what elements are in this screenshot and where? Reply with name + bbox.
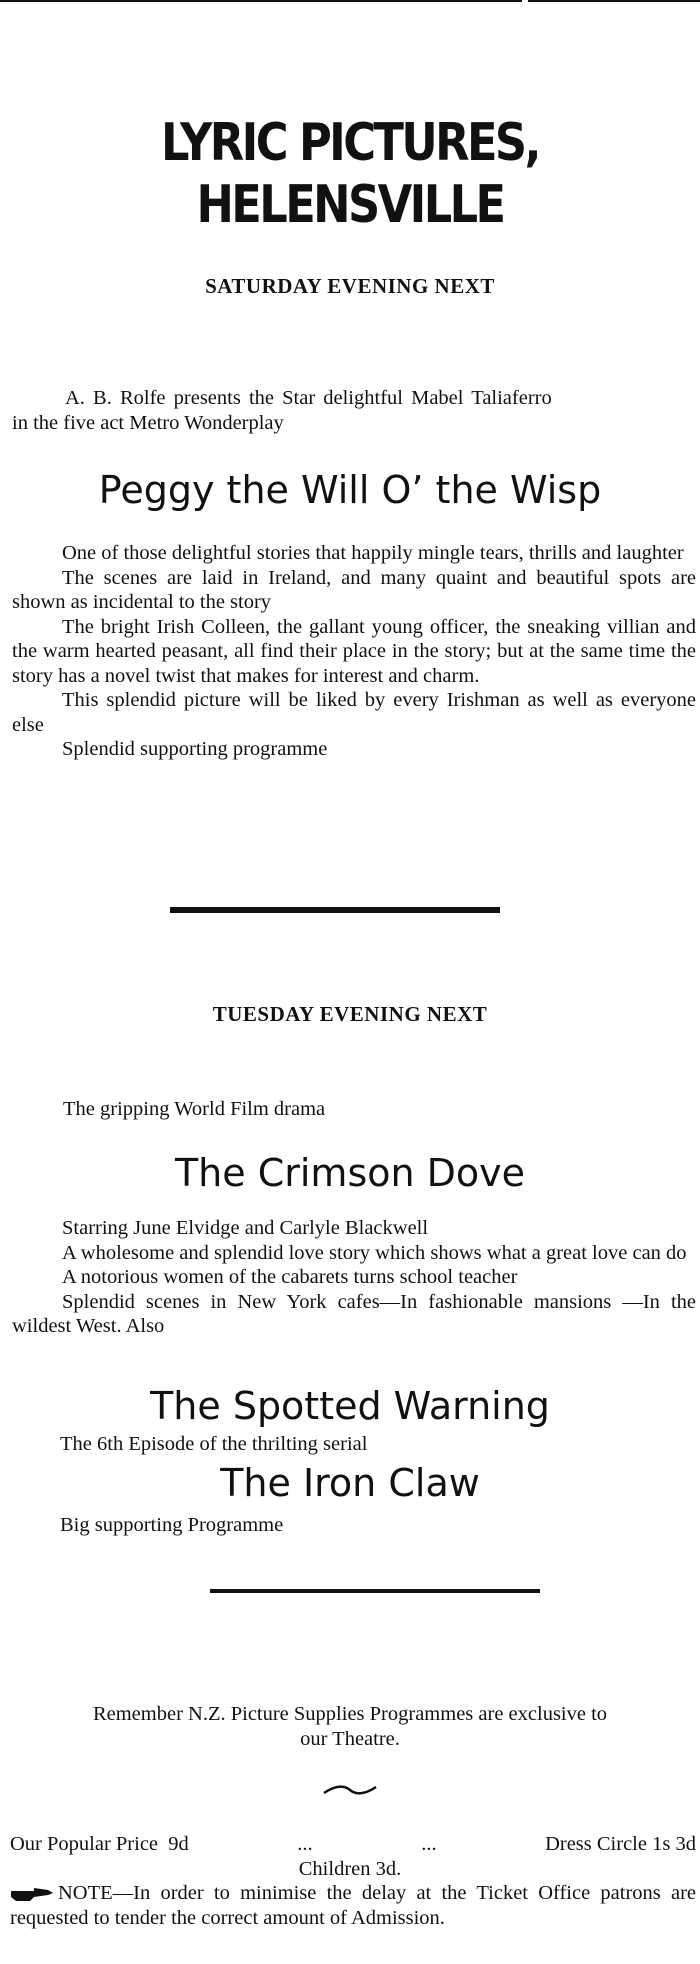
remember-line-2: our Theatre. xyxy=(300,1728,400,1750)
top-rule-left xyxy=(0,0,522,2)
tuesday-paragraph: A notorious women of the cabarets turns school teacher xyxy=(62,1266,518,1288)
serial-title: The Spotted Warning xyxy=(150,1384,550,1428)
saturday-heading: SATURDAY EVENING NEXT xyxy=(205,274,495,298)
note-block xyxy=(10,1881,696,1930)
saturday-description xyxy=(12,541,696,762)
note-paragraph xyxy=(10,1881,696,1930)
tuesday-description xyxy=(12,1216,696,1339)
tuesday-paragraph: Splendid scenes in New York cafes—In fashionable mansions —In the wildest West. Also xyxy=(12,1290,696,1337)
wave-divider xyxy=(322,1783,378,1797)
tuesday-film-title: The Crimson Dove xyxy=(174,1151,526,1195)
tuesday-heading: TUESDAY EVENING NEXT xyxy=(212,1002,488,1026)
tuesday-paragraph: A wholesome and splendid love story which shows what a great love can do xyxy=(62,1241,687,1264)
saturday-paragraph: One of those delightful stories that happily mingle tears, thrills and laughter xyxy=(62,542,684,564)
price-row xyxy=(10,1832,696,1856)
tuesday-paragraph: Starring June Elvidge and Carlyle Blackwell xyxy=(62,1217,429,1239)
price-dots: ... xyxy=(297,1833,313,1855)
saturday-film-title: Peggy the Will O’ the Wisp xyxy=(98,468,602,512)
serial-name: The Iron Claw xyxy=(220,1461,480,1505)
popular-price: Our Popular Price 9d xyxy=(10,1833,189,1855)
tuesday-intro: The gripping World Film drama xyxy=(63,1098,326,1120)
tuesday-support: Big supporting Programme xyxy=(60,1514,284,1536)
children-price: Children 3d. xyxy=(298,1858,402,1880)
saturday-intro-line-1: A. B. Rolfe presents the Star delightful Mabel Taliaferro xyxy=(65,387,552,409)
saturday-paragraph: Splendid supporting programme xyxy=(62,738,328,760)
dress-circle-price: Dress Circle 1s 3d xyxy=(545,1833,696,1855)
remember-line-1: Remember N.Z. Picture Supplies Programmes are exclusive to xyxy=(92,1703,608,1725)
price-dots: ... xyxy=(421,1833,437,1855)
note-text: NOTE—In order to minimise the delay at the Ticket Office patrons are requested to tender the correct amount of Admission. xyxy=(10,1882,696,1929)
top-rule-right xyxy=(528,0,700,2)
saturday-paragraph: This splendid picture will be liked by every Irishman as well as everyone else xyxy=(12,689,696,736)
pointing-hand-icon xyxy=(10,1885,54,1903)
section-divider xyxy=(170,907,500,913)
saturday-paragraph: The scenes are laid in Ireland, and many quaint and beautiful spots are shown as incidental to the story xyxy=(12,566,696,613)
saturday-intro-line-2: in the five act Metro Wonderplay xyxy=(12,412,284,434)
section-divider xyxy=(210,1589,540,1593)
masthead: LYRIC PICTURES, HELENSVILLE xyxy=(161,113,539,235)
serial-line: The 6th Episode of the thrilting serial xyxy=(60,1433,368,1455)
saturday-paragraph: The bright Irish Colleen, the gallant young officer, the sneaking villian and the warm hearted peasant, all find their place in the story; but at the same time the story has a novel twist that makes for interest and charm. xyxy=(12,615,696,687)
